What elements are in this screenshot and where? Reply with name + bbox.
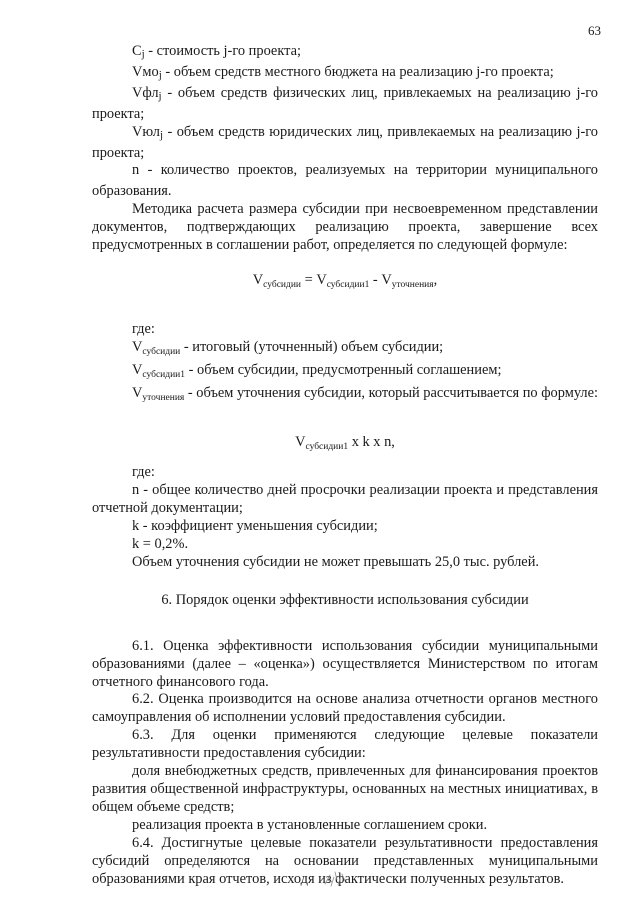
definition-line <box>92 362 598 385</box>
page-number: 63 <box>588 23 601 38</box>
formula-subscript: субсидии1 <box>326 279 370 290</box>
definition-subscript: j <box>159 128 164 141</box>
formula-rest: x k x n, <box>348 433 395 450</box>
section-paragraph: 6.4. Достигнутые целевые показатели результативности предоставления субсидий определяются на основании представленных муниципальными образованиями края отчетов, исходя из фактически полученных результатов. <box>92 834 598 887</box>
scan-smudge-mark <box>321 866 349 888</box>
section-paragraph: реализация проекта в установленные соглашением сроки. <box>132 816 488 833</box>
definition-line: k - коэффициент уменьшения субсидии; <box>132 518 378 535</box>
definition-subscript: уточнения <box>142 392 185 403</box>
definition-subscript: j <box>158 68 162 81</box>
definition-text: - объем средств физических лиц, привлекаемых на реализацию j-го проекта; <box>92 84 598 122</box>
formula-subscript: субсидии <box>263 279 301 290</box>
formula-subscript: субсидии1 <box>305 441 349 452</box>
definition-symbol: V <box>132 338 143 355</box>
definition-line <box>92 85 598 124</box>
definition-symbol: n <box>132 162 140 179</box>
definition-symbol: C <box>132 43 142 59</box>
definition-text: - объем средств юридических лиц, привлекаемых на реализацию j-го проекта; <box>92 123 598 161</box>
definition-symbol: V <box>132 361 143 378</box>
limit-paragraph: Объем уточнения субсидии не может превышать 25,0 тыс. рублей. <box>132 553 539 570</box>
section-paragraph: доля внебюджетных средств, привлеченных для финансирования проектов развития общественной инфраструктуры, основанных на местных инициативах, в общем объеме средств; <box>92 763 598 815</box>
definition-line: k = 0,2%. <box>132 536 189 553</box>
section-paragraph: 6.2. Оценка производится на основе анализа отчетности органов местного самоуправления об исполнении условий предоставления субсидии. <box>92 691 598 726</box>
definition-line <box>92 339 598 362</box>
definition-line <box>92 43 598 64</box>
formula-subscript: уточнения <box>391 279 434 290</box>
formula-punctuation: , <box>433 271 438 288</box>
definition-text: - объем уточнения субсидии, который рассчитывается по формуле: <box>184 384 598 401</box>
formula-symbol: V <box>316 271 327 288</box>
section-paragraph: 6.3. Для оценки применяются следующие целевые показатели результативности предоставления субсидии: <box>92 727 598 762</box>
definition-subscript: j <box>141 48 145 60</box>
definition-line <box>92 162 598 201</box>
formula-symbol: V <box>381 271 392 288</box>
definition-line <box>92 64 598 85</box>
definition-text: - итоговый (уточненный) объем субсидии; <box>180 338 444 355</box>
section-paragraph: 6.1. Оценка эффективности использования субсидии муниципальными образованиями (далее – «оценка») осуществляется Министерством по итогам отчетного финансового года. <box>92 637 598 690</box>
method-paragraph: Методика расчета размера субсидии при несвоевременном представлении документов, подтверждающих реализацию проекта, завершение всех предусмотренных в соглашении работ, определяется по следующей формуле: <box>92 201 598 254</box>
definition-symbol: Vфл <box>132 84 159 101</box>
formula-symbol: V <box>252 271 264 288</box>
definition-text: - количество проектов, реализуемых на территории муниципального образования. <box>92 162 598 200</box>
where-label: где: <box>132 320 155 337</box>
where-label: где: <box>132 464 155 481</box>
definition-symbol: Vмо <box>132 63 159 80</box>
formula-reduced-subsidy <box>92 272 598 295</box>
definition-subscript: j <box>158 89 162 102</box>
definition-line <box>92 124 598 163</box>
formula-refinement <box>92 434 598 457</box>
definition-symbol: Vюл <box>132 123 160 140</box>
definition-line <box>92 385 598 408</box>
formula-operator: - <box>369 271 382 288</box>
definition-subscript: субсидии1 <box>142 369 186 380</box>
definition-text: - объем средств местного бюджета на реализацию j-го проекта; <box>161 63 554 80</box>
definition-symbol: V <box>132 384 143 401</box>
formula-symbol: V <box>295 433 306 450</box>
definition-line: n - общее количество дней просрочки реализации проекта и представления отчетной документации; <box>92 482 598 517</box>
formula-operator: = <box>301 271 317 288</box>
section-heading: 6. Порядок оценки эффективности использования субсидии <box>161 591 529 608</box>
document-body <box>92 43 598 888</box>
definition-text: - стоимость j-го проекта; <box>144 43 301 59</box>
definition-subscript: субсидии <box>142 346 181 357</box>
definition-text: - объем субсидии, предусмотренный соглашением; <box>185 361 502 378</box>
